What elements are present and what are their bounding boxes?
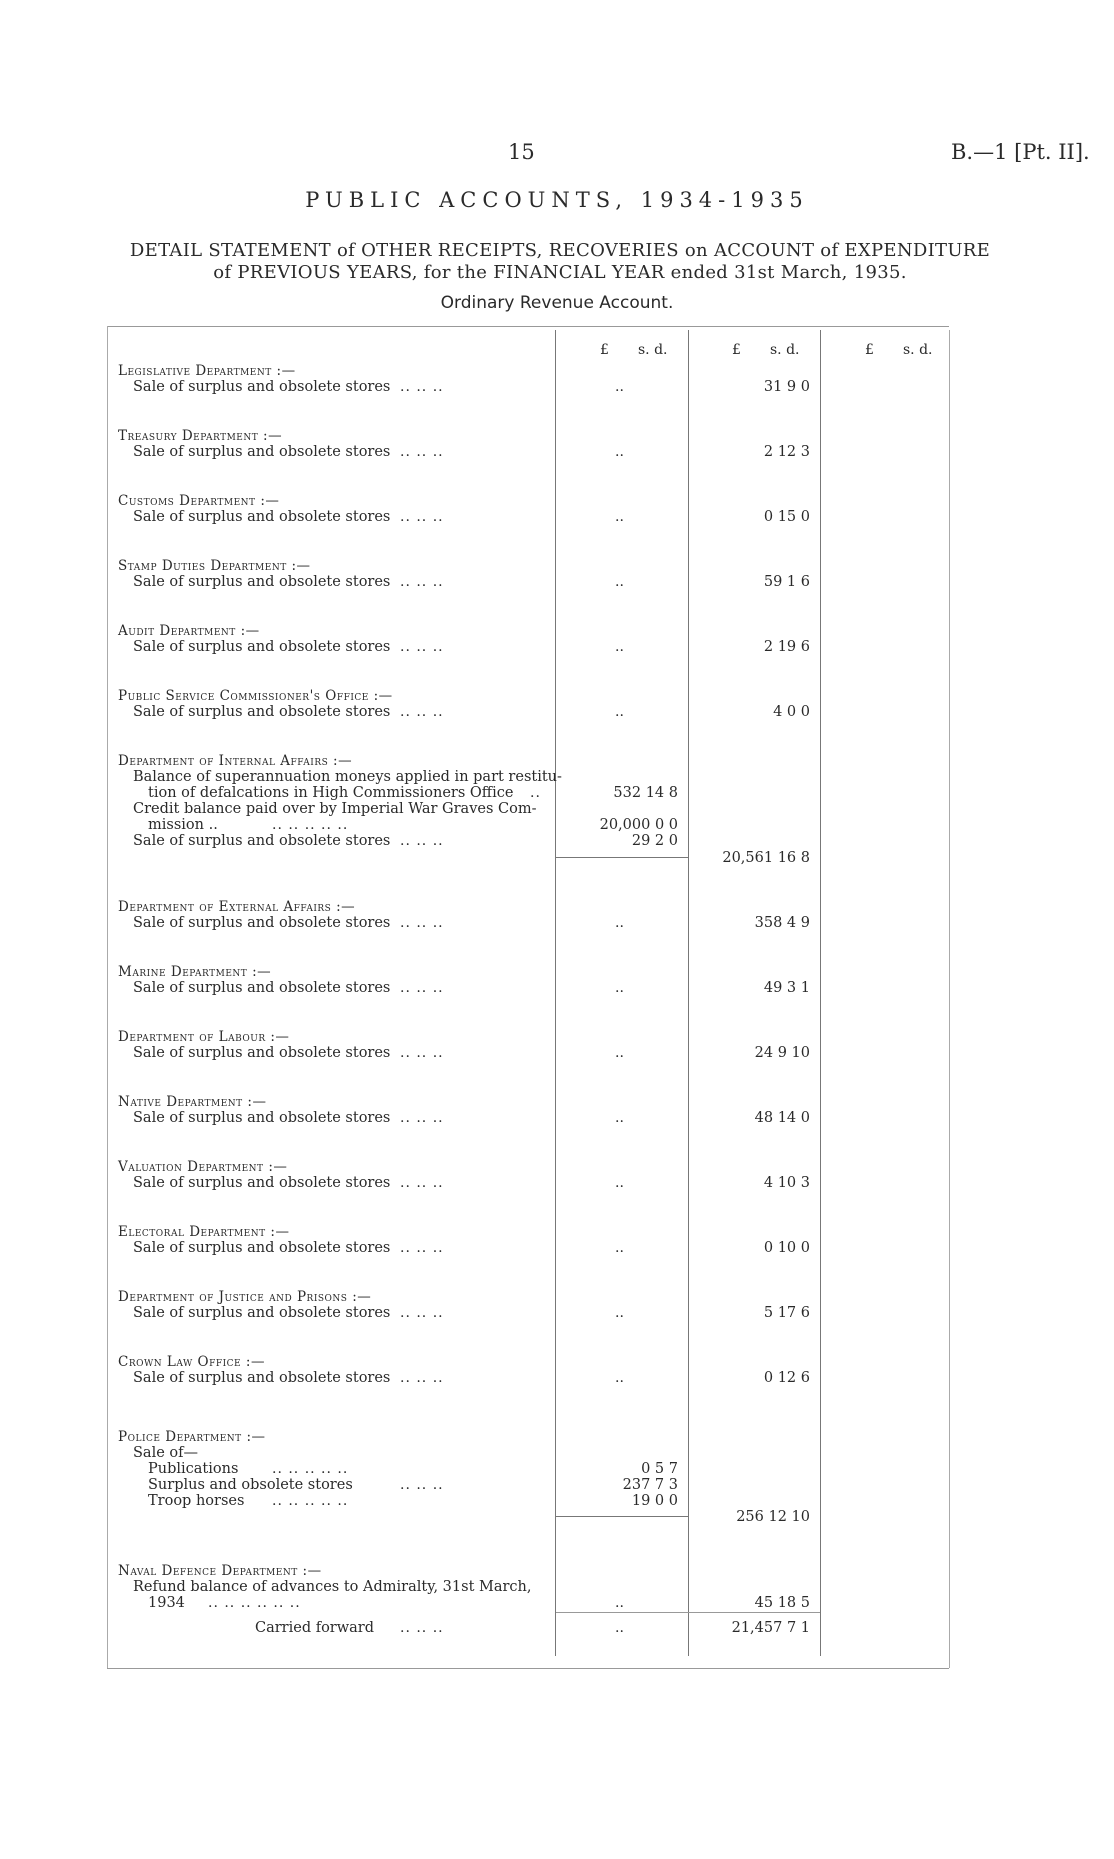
item-public-service-commissioner: Sale of surplus and obsolete stores (133, 704, 391, 720)
column3-sd-header: s. d. (903, 342, 933, 358)
item-naval-refund-line1: Refund balance of advances to Admiralty, 31st March, (133, 1579, 532, 1595)
item-external-affairs: Sale of surplus and obsolete stores (133, 915, 391, 931)
column2-pound-header: £ (732, 342, 741, 358)
dept-naval-defence: Naval Defence Department :— (118, 1563, 322, 1579)
blank-amount-dots: .. (615, 1620, 624, 1636)
item-stamp-duties: Sale of surplus and obsolete stores (133, 574, 391, 590)
blank-amount-dots: .. (615, 639, 624, 655)
item-internal-stores: Sale of surplus and obsolete stores (133, 833, 391, 849)
page-title: PUBLIC ACCOUNTS, 1934-1935 (305, 188, 809, 212)
dept-customs: Customs Department :— (118, 493, 280, 509)
item-treasury: Sale of surplus and obsolete stores (133, 444, 391, 460)
amount-legislative: 31 9 0 (763, 379, 810, 395)
amount-police-publications: 0 5 7 (641, 1461, 678, 1477)
item-legislative: Sale of surplus and obsolete stores (133, 379, 391, 395)
column1-sd-header: s. d. (638, 342, 668, 358)
amount-audit: 2 19 6 (763, 639, 810, 655)
leader-dots: .. .. .. (400, 1110, 444, 1126)
item-internal-war-graves-line2: mission .. (148, 817, 218, 833)
subtotal-rule (556, 857, 688, 858)
amount-police-troop-horses: 19 0 0 (631, 1493, 678, 1509)
dept-electoral: Electoral Department :— (118, 1224, 290, 1240)
blank-amount-dots: .. (615, 1110, 624, 1126)
leader-dots: .. .. .. (400, 509, 444, 525)
dept-justice-prisons: Department of Justice and Prisons :— (118, 1289, 372, 1305)
item-internal-superannuation-line1: Balance of superannuation moneys applied in part restitu- (133, 769, 562, 785)
item-crown-law: Sale of surplus and obsolete stores (133, 1370, 391, 1386)
leader-dots: .. .. .. (400, 574, 444, 590)
dept-native: Native Department :— (118, 1094, 267, 1110)
amount-naval-defence: 45 18 5 (754, 1595, 810, 1611)
table-top-border (107, 326, 949, 327)
leader-dots: .. .. .. (400, 1175, 444, 1191)
column1-pound-header: £ (600, 342, 609, 358)
amount-internal-stores: 29 2 0 (631, 833, 678, 849)
leader-dots: .. .. .. .. .. .. (208, 1595, 301, 1611)
leader-dots: .. .. .. (400, 1477, 444, 1493)
amount-external-affairs: 358 4 9 (754, 915, 810, 931)
amount-police-stores: 237 7 3 (622, 1477, 678, 1493)
leader-dots: .. .. .. .. .. (272, 817, 349, 833)
dept-crown-law: Crown Law Office :— (118, 1354, 265, 1370)
blank-amount-dots: .. (615, 1045, 624, 1061)
blank-amount-dots: .. (615, 1595, 624, 1611)
blank-amount-dots: .. (615, 444, 624, 460)
table-left-border (107, 326, 108, 1668)
leader-dots: .. .. .. (400, 1240, 444, 1256)
column2-sd-header: s. d. (770, 342, 800, 358)
amount-public-service-commissioner: 4 0 0 (773, 704, 810, 720)
amount-electoral: 0 10 0 (763, 1240, 810, 1256)
document-reference: B.—1 [Pt. II]. (951, 140, 1090, 164)
leader-dots: .. .. .. (400, 1370, 444, 1386)
carried-forward-amount: 21,457 7 1 (731, 1620, 810, 1636)
leader-dots: .. .. .. (400, 833, 444, 849)
dept-audit: Audit Department :— (118, 623, 260, 639)
page-number: 15 (508, 140, 535, 164)
item-valuation: Sale of surplus and obsolete stores (133, 1175, 391, 1191)
amount-customs: 0 15 0 (763, 509, 810, 525)
dept-marine: Marine Department :— (118, 964, 272, 980)
dept-treasury: Treasury Department :— (118, 428, 283, 444)
leader-dots: .. .. .. (400, 1305, 444, 1321)
leader-dots: .. .. .. .. .. (272, 1493, 349, 1509)
leader-dots: .. .. .. (400, 915, 444, 931)
leader-dots: .. .. .. (400, 379, 444, 395)
column3-pound-header: £ (865, 342, 874, 358)
dept-internal-affairs: Department of Internal Affairs :— (118, 753, 353, 769)
subtotal-rule (556, 1516, 688, 1517)
leader-dots: .. .. .. (400, 1045, 444, 1061)
leader-dots: .. .. .. (400, 704, 444, 720)
carried-forward-rule (556, 1612, 820, 1613)
dept-legislative: Legislative Department :— (118, 363, 296, 379)
leader-dots: .. .. .. .. .. (272, 1461, 349, 1477)
dept-police: Police Department :— (118, 1429, 266, 1445)
blank-amount-dots: .. (615, 1305, 624, 1321)
amount-marine: 49 3 1 (763, 980, 810, 996)
dept-labour: Department of Labour :— (118, 1029, 290, 1045)
total-internal-affairs: 20,561 16 8 (722, 850, 810, 866)
blank-amount-dots: .. (615, 574, 624, 590)
leader-dots: .. .. .. (400, 980, 444, 996)
blank-amount-dots: .. (615, 704, 624, 720)
leader-dots: .. (530, 785, 541, 801)
column-divider-2 (688, 330, 689, 1656)
amount-internal-war-graves: 20,000 0 0 (599, 817, 678, 833)
amount-crown-law: 0 12 6 (763, 1370, 810, 1386)
item-police-stores: Surplus and obsolete stores (148, 1477, 353, 1493)
blank-amount-dots: .. (615, 980, 624, 996)
table-bottom-border (107, 1668, 949, 1669)
item-marine: Sale of surplus and obsolete stores (133, 980, 391, 996)
blank-amount-dots: .. (615, 1370, 624, 1386)
dept-valuation: Valuation Department :— (118, 1159, 288, 1175)
dept-stamp-duties: Stamp Duties Department :— (118, 558, 311, 574)
item-internal-war-graves-line1: Credit balance paid over by Imperial War Graves Com- (133, 801, 537, 817)
account-subtitle: Ordinary Revenue Account. (440, 293, 674, 313)
item-native: Sale of surplus and obsolete stores (133, 1110, 391, 1126)
blank-amount-dots: .. (615, 379, 624, 395)
item-internal-superannuation-line2: tion of defalcations in High Commissioners Office (148, 785, 514, 801)
item-audit: Sale of surplus and obsolete stores (133, 639, 391, 655)
amount-treasury: 2 12 3 (763, 444, 810, 460)
table-right-border (949, 330, 950, 1668)
blank-amount-dots: .. (615, 509, 624, 525)
amount-labour: 24 9 10 (754, 1045, 810, 1061)
blank-amount-dots: .. (615, 1175, 624, 1191)
blank-amount-dots: .. (615, 915, 624, 931)
dept-external-affairs: Department of External Affairs :— (118, 899, 356, 915)
item-naval-refund-line2: 1934 (148, 1595, 185, 1611)
item-police-sale-of: Sale of— (133, 1445, 199, 1461)
amount-internal-superannuation: 532 14 8 (613, 785, 678, 801)
statement-heading-line2: of PREVIOUS YEARS, for the FINANCIAL YEAR ended 31st March, 1935. (213, 262, 907, 283)
amount-native: 48 14 0 (754, 1110, 810, 1126)
amount-justice-prisons: 5 17 6 (763, 1305, 810, 1321)
amount-stamp-duties: 59 1 6 (763, 574, 810, 590)
item-labour: Sale of surplus and obsolete stores (133, 1045, 391, 1061)
item-police-troop-horses: Troop horses (148, 1493, 245, 1509)
blank-amount-dots: .. (615, 1240, 624, 1256)
column-divider-3 (820, 330, 821, 1656)
item-electoral: Sale of surplus and obsolete stores (133, 1240, 391, 1256)
statement-heading-line1: DETAIL STATEMENT of OTHER RECEIPTS, RECOVERIES on ACCOUNT of EXPENDITURE (129, 240, 991, 261)
item-police-publications: Publications (148, 1461, 239, 1477)
leader-dots: .. .. .. (400, 444, 444, 460)
dept-public-service-commissioner: Public Service Commissioner's Office :— (118, 688, 393, 704)
item-justice-prisons: Sale of surplus and obsolete stores (133, 1305, 391, 1321)
carried-forward-label: Carried forward (255, 1620, 375, 1636)
item-customs: Sale of surplus and obsolete stores (133, 509, 391, 525)
amount-valuation: 4 10 3 (763, 1175, 810, 1191)
column-divider-1 (555, 330, 556, 1656)
leader-dots: .. .. .. (400, 1620, 444, 1636)
total-police: 256 12 10 (736, 1509, 810, 1525)
leader-dots: .. .. .. (400, 639, 444, 655)
